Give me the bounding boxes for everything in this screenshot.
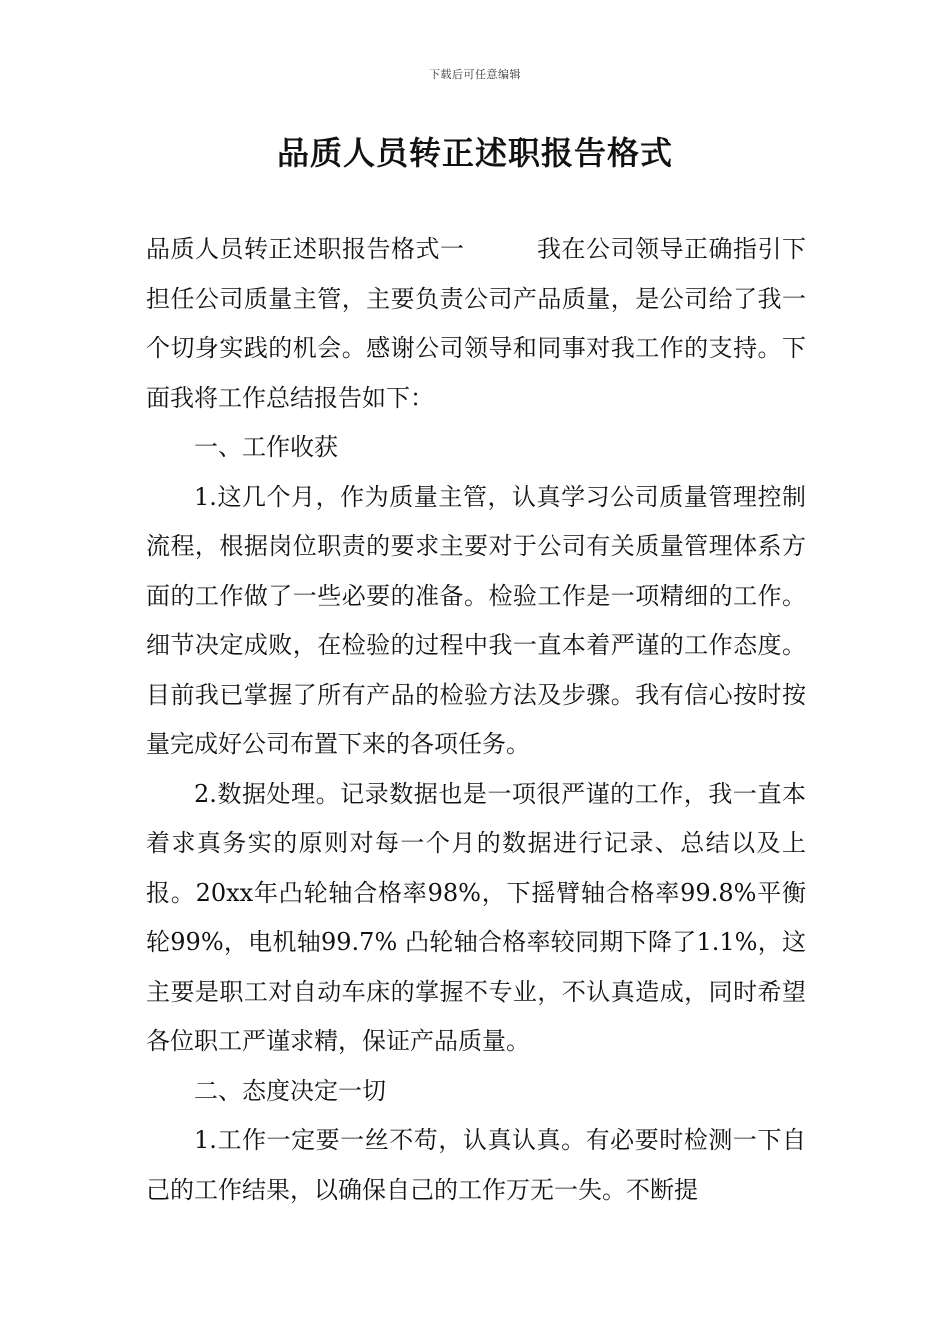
document-body xyxy=(146,225,806,1215)
intro-body: 我在公司领导正确指引下担任公司质量主管，主要负责公司产品质量，是公司给了我一个切身实践的机会。感谢公司领导和同事对我工作的支持。下面我将工作总结报告如下： xyxy=(146,235,806,412)
header-note: 下载后可任意编辑 xyxy=(429,68,521,81)
intro-heading: 品质人员转正述职报告格式一 xyxy=(146,235,465,263)
document-title: 品质人员转正述职报告格式 xyxy=(276,134,673,172)
section2-heading: 二、态度决定一切 xyxy=(194,1076,386,1105)
intro-paragraph xyxy=(146,225,806,423)
section2-item1: 1.工作一定要一丝不苟，认真认真。有必要时检测一下自己的工作结果，以确保自己的工作万无一失。不断提 xyxy=(146,1126,806,1204)
section1-heading: 一、工作收获 xyxy=(194,433,338,461)
section1-item2: 2.数据处理。记录数据也是一项很严谨的工作，我一直本着求真务实的原则对每一个月的数据进行记录、总结以及上报。20xx年凸轮轴合格率98%，下摇臂轴合格率99.8%平衡轮99%，电机轴99.7% 凸轮轴合格率较同期下降了1.1%，这主要是职工对自动车床的掌握不专业，不认真造成，同时希望各位职工严谨求精，保证产品质量。 xyxy=(146,779,806,1055)
section1-item1: 1.这几个月，作为质量主管，认真学习公司质量管理控制流程，根据岗位职责的要求主要对于公司有关质量管理体系方面的工作做了一些必要的准备。检验工作是一项精细的工作。细节决定成败，在检验的过程中我一直本着严谨的工作态度。目前我已掌握了所有产品的检验方法及步骤。我有信心按时按量完成好公司布置下来的各项任务。 xyxy=(146,482,806,758)
